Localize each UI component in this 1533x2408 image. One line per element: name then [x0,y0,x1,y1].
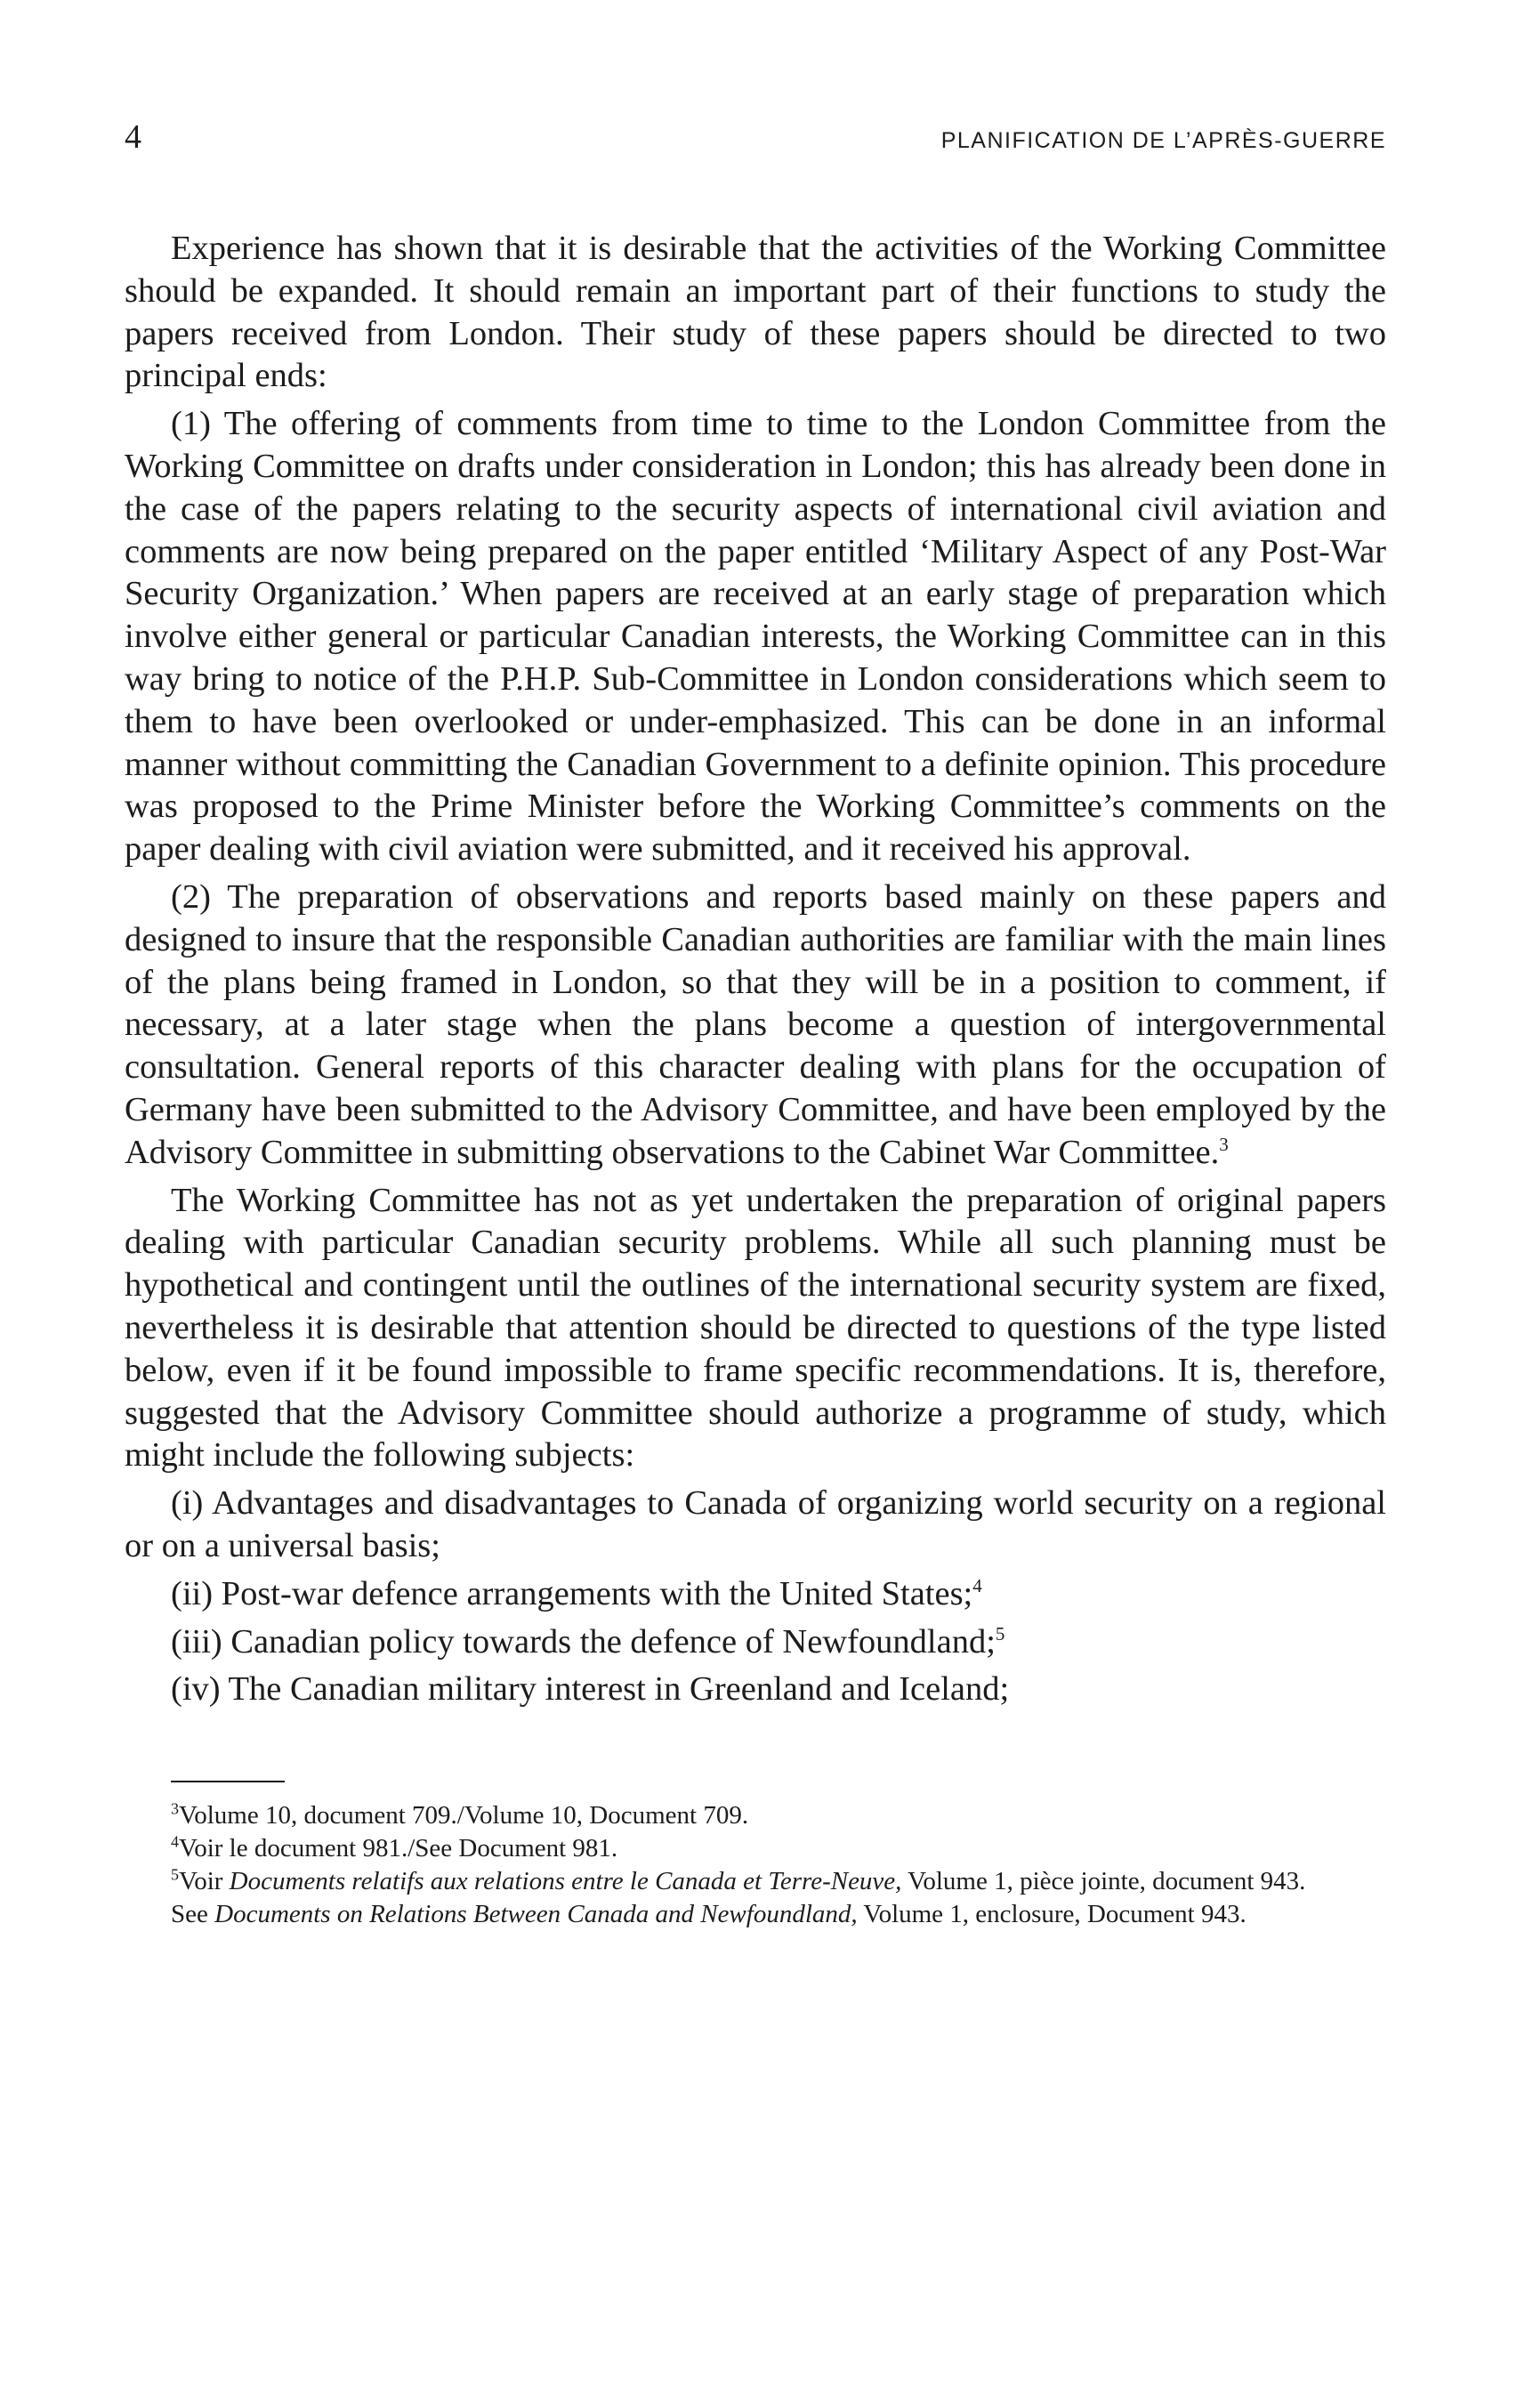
document-page [125,117,1386,1932]
list-item-iii [125,1621,1386,1664]
footnote-mark-4: 4 [171,1832,179,1851]
footnotes [125,1800,1386,1930]
footnote-5 [171,1866,1386,1897]
body-text [125,228,1386,1711]
paragraph-point-1: (1) The offering of comments from time to time to the London Committee from the Working Committee on drafts under consideration in London; this has already been done in the case of the papers relating to the security aspects of international civil aviation and comments are now being prepared on the paper entitled ‘Military Aspect of any Post-War Security Organization.’ When papers are received at an early stage of preparation which involve either general or particular Canadian interests, the Working Committee can in this way bring to notice of the P.H.P. Sub-Committee in London considerations which seem to them to have been overlooked or under-emphasized. This can be done in an informal manner without committing the Canadian Government to a definite opinion. This procedure was proposed to the Prime Minister before the Working Committee’s comments on the paper dealing with civil aviation were submitted, and it received his approval. [125,405,1386,869]
paragraph-intro: Experience has shown that it is desirable that the activities of the Working Committee should be expanded. It should remain an important part of their functions to study the papers received from London. Their study of these papers should be directed to two principal ends: [125,230,1386,395]
list-item-iv [125,1669,1386,1711]
running-head [125,117,1386,171]
footnote-5-english [171,1899,1386,1930]
footnote-5-en-pre: See [171,1900,215,1929]
footnote-5-en-post: Volume 1, enclosure, Document 943. [857,1900,1247,1929]
list-item-i [125,1483,1386,1568]
footnote-mark-3: 3 [171,1799,179,1818]
list-item-iii-text: (iii) Canadian policy towards the defence of Newfoundland; [171,1622,996,1661]
footnote-5-title: Documents relatifs aux relations entre le Canada et Terre-Neuve, [229,1867,902,1896]
footnote-mark-5: 5 [171,1865,179,1884]
footnote-divider [171,1781,285,1782]
footnote-5-post: Volume 1, pièce jointe, document 943. [901,1867,1306,1896]
paragraph-point-2 [125,877,1386,1175]
list-item-i-text: (i) Advantages and disadvantages to Canada of organizing world security on a regional or on a universal basis; [125,1484,1386,1564]
footnote-3-text: Volume 10, document 709./Volume 10, Document 709. [179,1801,749,1830]
list-item-ii-text: (ii) Post-war defence arrangements with the United States; [171,1574,973,1612]
footnote-5-en-title: Documents on Relations Between Canada and Newfoundland, [214,1900,858,1929]
running-title: PLANIFICATION DE L’APRÈS-GUERRE [940,128,1386,153]
footnote-ref-3[interactable]: 3 [1219,1133,1229,1155]
list-item-iv-text: (iv) The Canadian military interest in Greenland and Iceland; [171,1670,1010,1709]
paragraph-programme: The Working Committee has not as yet undertaken the preparation of original papers dealing with particular Canadian security problems. While all such planning must be hypothetical and contingent until the outlines of the international security system are fixed, nevertheless it is desirable that attention should be directed to questions of the type listed below, even if it be found impossible to frame specific recommendations. It is, therefore, suggested that the Advisory Committee should authorize a programme of study, which might include the following subjects: [125,1181,1386,1475]
footnote-ref-4[interactable]: 4 [972,1574,982,1596]
page-number: 4 [125,118,141,156]
list-item-ii [125,1573,1386,1616]
footnote-4-text: Voir le document 981./See Document 981. [179,1834,618,1863]
footnote-3 [171,1800,1386,1831]
footnote-4 [171,1833,1386,1864]
paragraph-point-2-text: (2) The preparation of observations and reports based mainly on these papers and designed to insure that the responsible Canadian authorities are familiar with the main lines of the plans being framed in London, so that they will be in a position to comment, if necessary, at a later stage when the plans become a question of intergovernmental consultation. General reports of this character dealing with plans for the occupation of Germany have been submitted to the Advisory Committee, and have been employed by the Advisory Committee in submitting observations to the Cabinet War Committee. [125,877,1386,1171]
footnote-5-pre: Voir [179,1867,230,1896]
footnote-ref-5[interactable]: 5 [995,1622,1005,1644]
